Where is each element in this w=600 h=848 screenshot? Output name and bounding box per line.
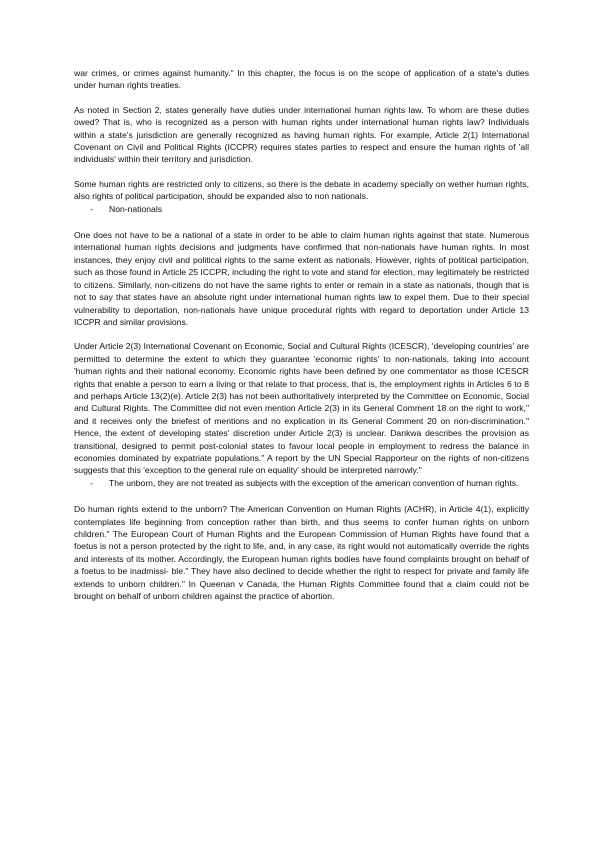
- bullet-dash: -: [90, 203, 93, 214]
- paragraph-unborn: Do human rights extend to the unborn? The American Convention on Human Rights (ACHR), in Article 4(1), explicitly contemplates life beginning from conception rather than birth, and thus seems to confer human rights on unborn children." The European Court of Human Rights and the European Commission of Human Rights have found that a foetus is not a person protected by the right to life, and, in any case, its right would not automatically override the rights and interests of its mother. Accordingly, the European human rights bodies have found complaints brought on behalf of a foetus to be inadmissi- ble." They have also declined to decide whether the right to respect for private and family life extends to unborn children." In Queenan v Canada, the Human Rights Committee found that a claim could not be brought on behalf of unborn children against the practice of abortion.: [74, 504, 529, 602]
- bullet-non-nationals: [74, 203, 529, 215]
- bullet-dash: -: [90, 477, 93, 488]
- paragraph-icescr: Under Article 2(3) International Covenant on Economic, Social and Cultural Rights (ICESCR), 'developing countries' are permitted to determine the extent to which they guarantee 'economic rights' to non-nationals, taking into account 'human rights and their national economy. Economic rights have been defined by one commentator as those ICESCR rights that enable a person to earn a living or that relate to that process, that is, the employment rights in Articles 6 to 8 and perhaps Article 13(2)(e). Article 2(3) has not been authoritatively interpreted by the Committee on Economic, Social and Cultural Rights. The Committee did not even mention Article 2(3) in its General Comment 18 on the right to work," and it receives only the briefest of mentions and no explication in its General Comment 20 on non-discrimination." Hence, the extent of developing states' discretion under Article 2(3) is unclear. Dankwa describes the provision as transitional, designed to permit post-colonial states to favour local people in employment to redress the balance in economies dominated by expatriate populations." A report by the UN Special Rapporteur on the rights of non-citizens suggests that this 'exception to the general rule on equality' should be interpreted narrowly.": [74, 341, 529, 476]
- paragraph-citizens-debate: Some human rights are restricted only to citizens, so there is the debate in academy specially on wether human rights, also rights of political participation, should be expanded also to non nationals.: [74, 178, 529, 202]
- bullet-unborn: [74, 477, 529, 489]
- bullet-text: The unborn, they are not treated as subjects with the exception of the american convention of human rights.: [109, 477, 519, 488]
- paragraph-duties-owed: As noted in Section 2, states generally have duties under international human rights law. To whom are these duties owed? That is, who is recognized as a person with human rights under international human rights law? Individuals within a state's jurisdiction are generally recognized as having human rights. For example, Article 2(1) International Covenant on Civil and Political Rights (ICCPR) requires states parties to respect and ensure the human rights of 'all individuals' within their territory and jurisdiction.: [74, 104, 529, 165]
- paragraph-scope-of-application: war crimes, or crimes against humanity." In this chapter, the focus is on the scope of application of a state's duties under human rights treaties.: [74, 68, 529, 91]
- bullet-text: Non-nationals: [109, 203, 163, 214]
- paragraph-non-nationals: One does not have to be a national of a state in order to be able to claim human rights against that state. Numerous international human rights decisions and judgments have confirmed that non-nationals have human rights. In most instances, they enjoy civil and political rights to the same extent as nationals. However, rights of political participation, such as those found in Article 25 ICCPR, including the right to vote and stand for election, may legitimately be restricted to citizens. Similarly, non-citizens do not have the same rights to enter or remain in a state as nationals, though that is not to say that states have an absolute right under international human rights law to expel them. Due to their special vulnerability to deportation, non-nationals have unique procedural rights with regard to deportation under Article 13 ICCPR and similar provisions.: [74, 230, 529, 327]
